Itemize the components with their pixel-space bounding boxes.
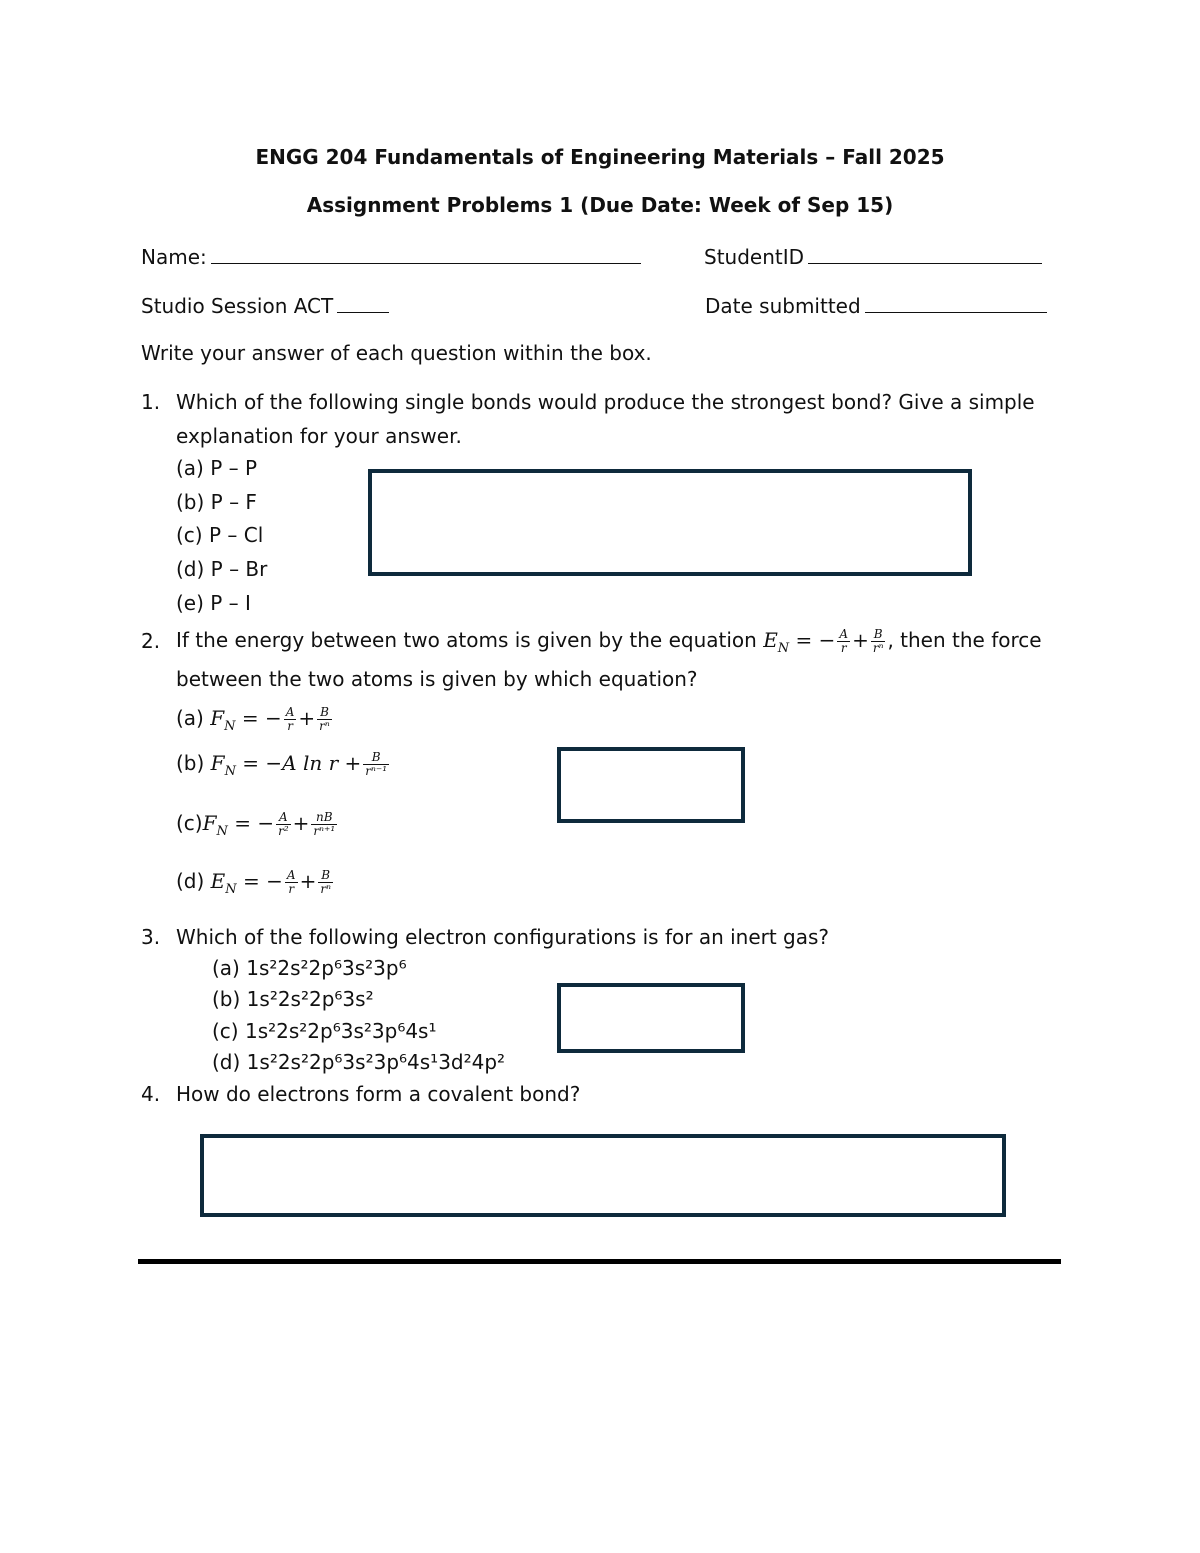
student-id-blank[interactable] bbox=[808, 243, 1042, 264]
opt-a-lhs: F bbox=[210, 706, 225, 730]
student-id-field-row bbox=[704, 243, 1042, 269]
course-title: ENGG 204 Fundamentals of Engineering Materials – Fall 2025 bbox=[255, 145, 945, 169]
eq-num1: A bbox=[839, 627, 849, 641]
q3-option-b bbox=[212, 987, 374, 1011]
eq-num2: B bbox=[871, 628, 886, 642]
opt-c-lhs: F bbox=[202, 811, 217, 835]
opt-a-mid: + bbox=[298, 706, 316, 730]
opt-d-mid: + bbox=[299, 869, 317, 893]
q2-number: 2. bbox=[141, 629, 161, 653]
opt-a-den1: r bbox=[287, 719, 293, 733]
q3-number: 3. bbox=[141, 925, 161, 949]
eq-den2: rⁿ bbox=[872, 641, 884, 655]
q2-option-a-label: (a) bbox=[176, 706, 204, 730]
q2-text-prefix: If the energy between two atoms is given by the equation bbox=[176, 628, 757, 652]
q2-answer-box[interactable] bbox=[557, 747, 745, 823]
opt-b-sub: N bbox=[224, 764, 236, 779]
opt-b-num2: B bbox=[363, 751, 389, 765]
q2-text-suffix: , then the force bbox=[887, 628, 1042, 652]
opt-c-num2: nB bbox=[311, 811, 337, 825]
q1-option-a: (a) P – P bbox=[176, 456, 258, 480]
q3-option-a-label: (a) bbox=[212, 956, 240, 980]
date-label: Date submitted bbox=[705, 294, 861, 318]
q4-number: 4. bbox=[141, 1082, 161, 1106]
opt-c-den1: r² bbox=[278, 824, 289, 838]
name-field-row bbox=[141, 243, 641, 269]
q3-option-c bbox=[212, 1019, 437, 1043]
q1-option-d: (d) P – Br bbox=[176, 557, 268, 581]
opt-c-sub: N bbox=[216, 824, 228, 839]
q2-option-b-label: (b) bbox=[176, 751, 205, 775]
q2-option-a bbox=[176, 698, 334, 738]
opt-c-eq: = − bbox=[234, 811, 275, 835]
opt-b-lhs: F bbox=[210, 751, 225, 775]
studio-blank[interactable] bbox=[337, 292, 389, 313]
q2-option-d-label: (d) bbox=[176, 869, 205, 893]
assignment-title: Assignment Problems 1 (Due Date: Week of Sep 15) bbox=[306, 193, 894, 217]
studio-field-row bbox=[141, 292, 389, 318]
q3-option-c-config: 1s²2s²2p⁶3s²3p⁶4s¹ bbox=[244, 1019, 437, 1043]
q3-option-b-config: 1s²2s²2p⁶3s² bbox=[246, 987, 374, 1011]
q2-energy-equation bbox=[763, 627, 887, 656]
q3-option-d bbox=[212, 1050, 505, 1074]
name-label: Name: bbox=[141, 245, 207, 269]
opt-c-mid: + bbox=[292, 811, 310, 835]
opt-a-num2: B bbox=[317, 706, 332, 720]
section-divider bbox=[138, 1259, 1061, 1264]
q3-option-a bbox=[212, 956, 407, 980]
opt-a-sub: N bbox=[224, 719, 236, 734]
q1-number: 1. bbox=[141, 390, 161, 414]
q3-option-c-label: (c) bbox=[212, 1019, 239, 1043]
opt-d-eq: = − bbox=[243, 869, 283, 893]
q2-option-b bbox=[176, 743, 391, 783]
opt-d-lhs: E bbox=[210, 869, 226, 893]
q2-option-c-label: (c) bbox=[176, 811, 203, 835]
q1-text-line2: explanation for your answer. bbox=[176, 424, 462, 448]
q1-option-b: (b) P – F bbox=[176, 490, 257, 514]
q2-text-line1 bbox=[176, 620, 1042, 660]
q2-option-c bbox=[176, 803, 339, 843]
q2-option-d bbox=[176, 861, 335, 901]
eq-sub: N bbox=[777, 641, 790, 656]
opt-d-den2: rⁿ bbox=[320, 882, 331, 896]
eq-den1: r bbox=[840, 641, 847, 655]
opt-c-den2: rⁿ⁺¹ bbox=[313, 824, 336, 838]
q4-answer-box[interactable] bbox=[200, 1134, 1006, 1217]
q3-option-d-config: 1s²2s²2p⁶3s²3p⁶4s¹3d²4p² bbox=[246, 1050, 506, 1074]
opt-d-num1: A bbox=[286, 868, 296, 882]
eq-plus: + bbox=[852, 628, 869, 652]
opt-a-den2: rⁿ bbox=[319, 719, 330, 733]
q3-text: Which of the following electron configurations is for an inert gas? bbox=[176, 925, 830, 949]
date-field-row bbox=[705, 292, 1047, 318]
q3-option-a-config: 1s²2s²2p⁶3s²3p⁶ bbox=[246, 956, 407, 980]
opt-b-den2: rⁿ⁻¹ bbox=[365, 764, 388, 778]
q3-option-d-label: (d) bbox=[212, 1050, 241, 1074]
studio-label: Studio Session ACT bbox=[141, 294, 334, 318]
q1-answer-box[interactable] bbox=[368, 469, 972, 576]
q3-option-b-label: (b) bbox=[212, 987, 241, 1011]
opt-d-sub: N bbox=[225, 882, 237, 897]
date-blank[interactable] bbox=[865, 292, 1047, 313]
q1-option-c: (c) P – Cl bbox=[176, 523, 264, 547]
opt-d-den1: r bbox=[288, 882, 295, 896]
q2-text-line2: between the two atoms is given by which equation? bbox=[176, 667, 698, 691]
opt-a-eq: = − bbox=[241, 706, 282, 730]
opt-b-eq: = −A ln r + bbox=[242, 751, 362, 775]
eq-lhs: E bbox=[763, 628, 778, 652]
opt-a-num1: A bbox=[285, 705, 295, 719]
q1-option-e: (e) P – I bbox=[176, 591, 251, 615]
eq-sign: = − bbox=[795, 628, 836, 652]
student-id-label: StudentID bbox=[704, 245, 805, 269]
name-blank[interactable] bbox=[211, 243, 641, 264]
q1-text-line1: Which of the following single bonds would produce the strongest bond? Give a simple bbox=[176, 390, 1035, 414]
q3-answer-box[interactable] bbox=[557, 983, 745, 1053]
opt-d-num2: B bbox=[318, 869, 333, 883]
q4-text: How do electrons form a covalent bond? bbox=[176, 1082, 581, 1106]
instruction-text: Write your answer of each question within the box. bbox=[141, 341, 652, 365]
opt-c-num1: A bbox=[276, 811, 291, 825]
